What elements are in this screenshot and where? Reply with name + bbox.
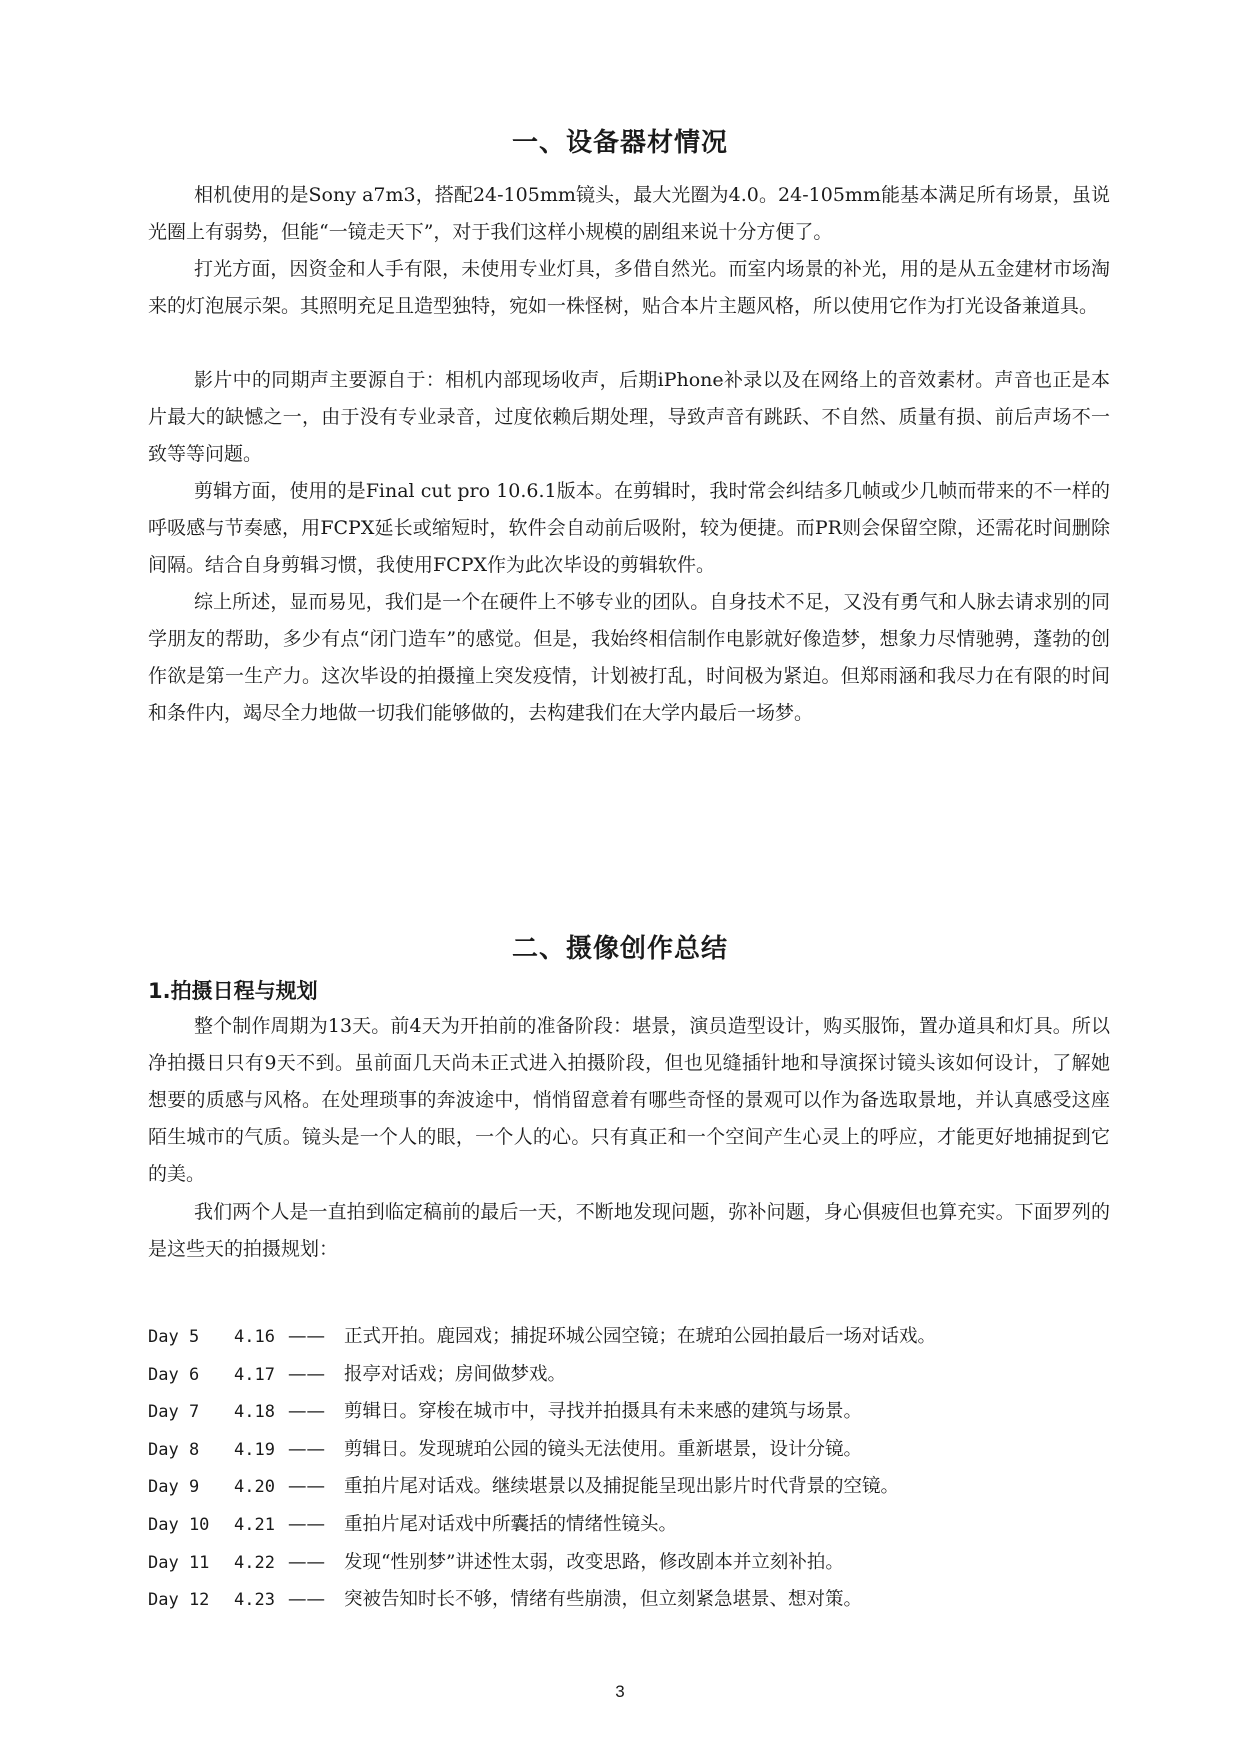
- section1-heading: 一、设备器材情况: [511, 128, 728, 158]
- schedule-day: Day 6: [148, 1364, 200, 1385]
- schedule-dash: ——: [288, 1551, 325, 1573]
- schedule-dash: ——: [288, 1401, 325, 1423]
- schedule-day: Day 5: [148, 1327, 200, 1347]
- schedule-row: [148, 1393, 1110, 1431]
- schedule-day: Day 8: [148, 1439, 200, 1460]
- schedule-date: 4.16: [234, 1327, 275, 1347]
- schedule-date: 4.20: [234, 1477, 275, 1498]
- schedule-row: [148, 1544, 1110, 1582]
- schedule-day: Day 12: [148, 1590, 210, 1611]
- schedule-row: [148, 1506, 1110, 1544]
- schedule-day: Day 9: [148, 1477, 200, 1498]
- schedule-date: 4.22: [234, 1552, 275, 1573]
- page-number: 3: [615, 1682, 625, 1701]
- shooting-schedule-list: [148, 1318, 1110, 1619]
- schedule-dash: ——: [288, 1438, 325, 1460]
- schedule-date: 4.18: [234, 1402, 275, 1423]
- schedule-date: 4.17: [234, 1364, 275, 1385]
- schedule-text: 剪辑日。穿梭在城市中，寻找并拍摄具有未来感的建筑与场景。: [344, 1401, 863, 1423]
- schedule-text: 重拍片尾对话戏中所囊括的情绪性镜头。: [344, 1513, 678, 1535]
- schedule-dash: ——: [288, 1589, 325, 1611]
- section2-heading: 二、摄像创作总结: [511, 934, 728, 964]
- schedule-day: Day 11: [148, 1552, 210, 1573]
- schedule-dash: ——: [288, 1326, 325, 1347]
- schedule-dash: ——: [288, 1513, 325, 1535]
- schedule-row: [148, 1318, 1110, 1356]
- schedule-row: [148, 1581, 1110, 1619]
- schedule-text: 报亭对话戏；房间做梦戏。: [344, 1363, 567, 1385]
- schedule-text: 剪辑日。发现琥珀公园的镜头无法使用。重新堪景，设计分镜。: [344, 1438, 863, 1460]
- schedule-row: [148, 1431, 1110, 1469]
- section1-paragraph-lighting: 打光方面，因资金和人手有限，未使用专业灯具，多借自然光。而室内场景的补光，用的是从五金建材市场淘来的灯泡展示架。其照明充足且造型独特，宛如一株怪树，贴合本片主题风格，所以使用它作为打光设备兼道具。: [148, 258, 1110, 317]
- schedule-row: [148, 1356, 1110, 1394]
- section1-paragraph-camera: 相机使用的是Sony a7m3，搭配24-105mm镜头，最大光圈为4.0。24-105mm能基本满足所有场景，虽说光圈上有弱势，但能“一镜走天下”，对于我们这样小规模的剧组来说十分方便了。: [148, 184, 1110, 243]
- schedule-date: 4.19: [234, 1439, 275, 1460]
- schedule-day: Day 10: [148, 1514, 210, 1535]
- schedule-text: 突被告知时长不够，情绪有些崩溃，但立刻紧急堪景、想对策。: [344, 1589, 863, 1611]
- schedule-text: 正式开拍。鹿园戏；捕捉环城公园空镜；在琥珀公园拍最后一场对话戏。: [344, 1326, 937, 1347]
- schedule-date: 4.23: [234, 1590, 275, 1611]
- section2-subheading: 1.拍摄日程与规划: [148, 979, 318, 1003]
- schedule-date: 4.21: [234, 1514, 275, 1535]
- schedule-day: Day 7: [148, 1402, 200, 1423]
- section2-paragraph-plan-intro: 我们两个人是一直拍到临定稿前的最后一天，不断地发现问题，弥补问题，身心俱疲但也算充实。下面罗列的是这些天的拍摄规划：: [148, 1201, 1110, 1260]
- schedule-dash: ——: [288, 1363, 325, 1385]
- section1-paragraph-editing: 剪辑方面，使用的是Final cut pro 10.6.1版本。在剪辑时，我时常会纠结多几帧或少几帧而带来的不一样的呼吸感与节奏感，用FCPX延长或缩短时，软件会自动前后吸附，较为便捷。而PR则会保留空隙，还需花时间删除间隔。结合自身剪辑习惯，我使用FCPX作为此次毕设的剪辑软件。: [148, 480, 1110, 576]
- schedule-text: 重拍片尾对话戏。继续堪景以及捕捉能呈现出影片时代背景的空镜。: [344, 1476, 900, 1498]
- schedule-row: [148, 1468, 1110, 1506]
- schedule-text: 发现“性别梦”讲述性太弱，改变思路，修改剧本并立刻补拍。: [344, 1551, 844, 1573]
- schedule-dash: ——: [288, 1476, 325, 1498]
- section2-paragraph-cycle: 整个制作周期为13天。前4天为开拍前的准备阶段：堪景，演员造型设计，购买服饰，置办道具和灯具。所以净拍摄日只有9天不到。虽前面几天尚未正式进入拍摄阶段，但也见缝插针地和导演探讨镜头该如何设计，了解她想要的质感与风格。在处理琐事的奔波途中，悄悄留意着有哪些奇怪的景观可以作为备选取景地，并认真感受这座陌生城市的气质。镜头是一个人的眼，一个人的心。只有真正和一个空间产生心灵上的呼应，才能更好地捕捉到它的美。: [148, 1015, 1110, 1185]
- section1-paragraph-sound: 影片中的同期声主要源自于：相机内部现场收声，后期iPhone补录以及在网络上的音效素材。声音也正是本片最大的缺憾之一，由于没有专业录音，过度依赖后期处理，导致声音有跳跃、不自然、质量有损、前后声场不一致等等问题。: [148, 369, 1110, 465]
- section1-paragraph-summary: 综上所述，显而易见，我们是一个在硬件上不够专业的团队。自身技术不足，又没有勇气和人脉去请求别的同学朋友的帮助，多少有点“闭门造车”的感觉。但是，我始终相信制作电影就好像造梦，想象力尽情驰骋，蓬勃的创作欲是第一生产力。这次毕设的拍摄撞上突发疫情，计划被打乱，时间极为紧迫。但郑雨涵和我尽力在有限的时间和条件内，竭尽全力地做一切我们能够做的，去构建我们在大学内最后一场梦。: [148, 591, 1110, 724]
